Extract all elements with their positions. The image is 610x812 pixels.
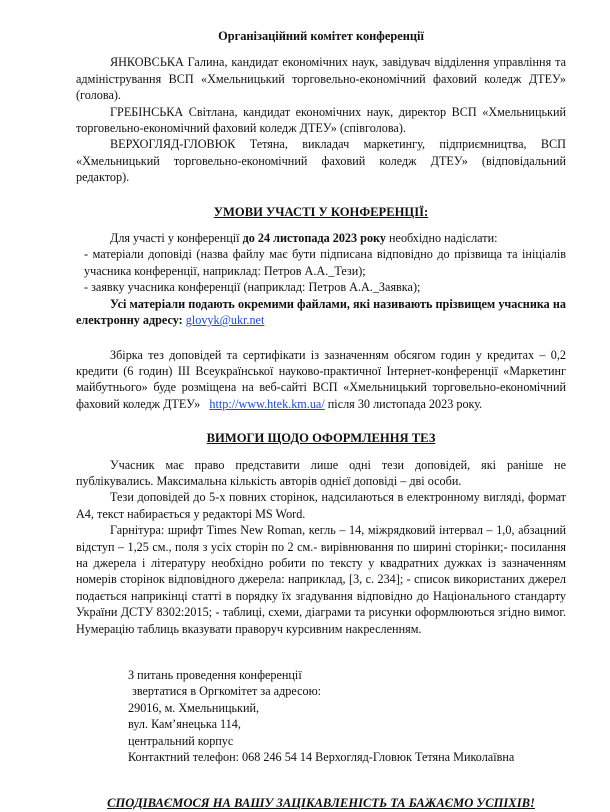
note-bold-text: Усі матеріали подають окремими файлами, які називають прізвищем учасника на електронну адресу: bbox=[76, 296, 566, 328]
collection-text: Збірка тез доповідей та сертифікати із зазначенням обсягом годин у кредитах – 0,2 кредити (6 годин) ІІІ Всеукраїнської науково-практичної Інтернет-конференції «Маркетинг майбутнього» буде розміщена на веб-сайті ВСП «Хмельницький торговельно-економічний фаховий коледж ДТЕУ» bbox=[76, 347, 566, 411]
intro-pre: Для участі у конференції bbox=[110, 231, 243, 246]
contact-line-5: центральний корпус bbox=[128, 733, 234, 748]
requirements-heading: ВИМОГИ ЩОДО ОФОРМЛЕННЯ ТЕЗ bbox=[206, 431, 436, 446]
contact-line-3: 29016, м. Хмельницький, bbox=[128, 700, 260, 715]
conditions-intro bbox=[76, 230, 566, 246]
collection-info bbox=[76, 347, 566, 413]
contact-line-2: звертатися в Оргкомітет за адресою: bbox=[132, 684, 322, 699]
contact-phone: Контактний телефон: 068 246 54 14 Верхогляд-Гловюк Тетяна Миколаївна bbox=[128, 750, 515, 765]
requirements-rule-1: Учасник має право представити лише одні тези доповідей, які раніше не публікувались. Максимальна кількість авторів однієї доповіді – дві особи. bbox=[76, 457, 566, 488]
conditions-note bbox=[76, 296, 566, 329]
committee-member-editor: ВЕРХОГЛЯД-ГЛОВЮК Тетяна, викладач маркетингу, підприємництва, ВСП «Хмельницький торговельно-економічний фаховий коледж ДТЕУ» (відповідальний редактор). bbox=[76, 137, 566, 185]
committee-member-cohead: ГРЕБІНСЬКА Світлана, кандидат економічних наук, директор ВСП «Хмельницький торговельно-економічний фаховий коледж ДТЕУ» (співголова). bbox=[76, 104, 566, 136]
requirements-rule-3: Гарнітура: шрифт Times New Roman, кегль – 14, міжрядковий інтервал – 1,0, абзацний відступ – 1,25 см., поля з усіх сторін по 2 см.- вирівнювання по ширині сторінки;- посилання на джерела і літературу необхідно робити по тексту у квадратних дужках із зазначенням номерів сторінок відповідного джерела: наприклад, [3, с. 234]; - список використаних джерел подається наприкінці статті в порядку їх згадування відповідно до Національного стандарту України ДСТУ 8302:2015; - таблиці, схеми, діаграми та рисунки оформлюються згідно вимог. Нумерацію таблиць вказувати праворуч курсивним накресленням. bbox=[76, 523, 566, 636]
contact-block bbox=[128, 667, 566, 765]
deadline-date: до 24 листопада 2023 року bbox=[242, 231, 386, 246]
collection-date: після 30 листопада 2023 року. bbox=[327, 396, 483, 411]
closing-slogan: СПОДІВАЄМОСЯ НА ВАШУ ЗАЦІКАВЛЕНІСТЬ ТА БАЖАЄМО УСПІХІВ! bbox=[107, 796, 535, 811]
conditions-item-materials: - матеріали доповіді (назва файлу має бути підписана відповідно до прізвища та ініціалів учасника конференції, наприклад: Петров А.А._Тези); bbox=[84, 247, 566, 278]
website-link[interactable]: http://www.htek.km.ua/ bbox=[209, 396, 325, 411]
committee-title: Організаційний комітет конференції bbox=[218, 29, 424, 43]
requirements-rule-2: Тези доповідей до 5-х повних сторінок, надсилаються в електронному вигляді, формат А4, текст набирається у редакторі MS Word. bbox=[76, 490, 566, 521]
email-link[interactable]: glovyk@ukr.net bbox=[185, 313, 265, 328]
conditions-item-application: - заявку учасника конференції (наприклад: Петров А.А._Заявка); bbox=[84, 280, 421, 295]
contact-line-1: З питань проведення конференції bbox=[128, 668, 302, 682]
committee-member-head: ЯНКОВСЬКА Галина, кандидат економічних наук, завідувач відділення управління та адміністрування ВСП «Хмельницький торговельно-економічний фаховий коледж ДТЕУ» (голова). bbox=[76, 55, 566, 103]
document-page bbox=[76, 28, 566, 812]
conditions-heading: УМОВИ УЧАСТІ У КОНФЕРЕНЦІЇ: bbox=[213, 204, 429, 219]
intro-post: необхідно надіслати: bbox=[385, 231, 498, 246]
contact-line-4: вул. Кам’янецька 114, bbox=[128, 717, 241, 732]
